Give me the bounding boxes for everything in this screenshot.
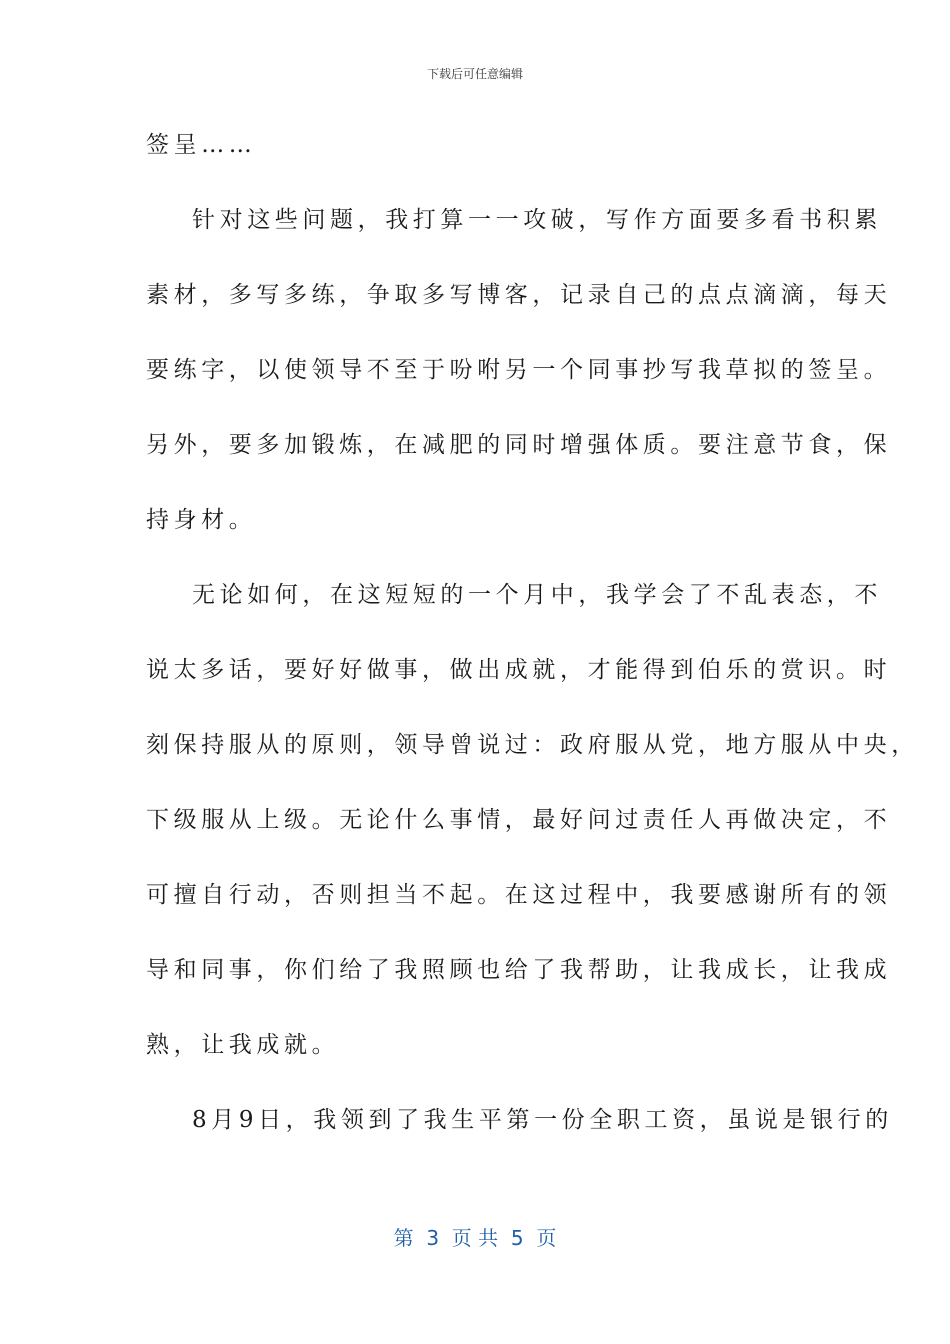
body-line: 说太多话，要好好做事，做出成就，才能得到伯乐的赏识。时 [146, 657, 892, 683]
paragraph-first-line: 8月9日，我领到了我生平第一份全职工资，虽说是银行的 [192, 1107, 893, 1133]
body-line: 下级服从上级。无论什么事情，最好问过责任人再做决定，不 [146, 807, 892, 833]
page-header: 下载后可任意编辑 [426, 67, 523, 81]
body-line: 签呈…… [146, 132, 257, 158]
body-line: 持身材。 [146, 507, 257, 533]
body-line: 熟，让我成就。 [146, 1032, 340, 1058]
page-number-footer: 第 3 页 共 5 页 [393, 1226, 557, 1250]
body-line: 刻保持服从的原则，领导曾说过：政府服从党，地方服从中央， [146, 732, 919, 758]
paragraph-first-line: 针对这些问题，我打算一一攻破，写作方面要多看书积累 [192, 207, 882, 233]
body-line: 素材，多写多练，争取多写博客，记录自己的点点滴滴，每天 [146, 282, 892, 308]
body-line: 要练字，以使领导不至于吩咐另一个同事抄写我草拟的签呈。 [146, 357, 892, 383]
body-line: 可擅自行动，否则担当不起。在这过程中，我要感谢所有的领 [146, 882, 892, 908]
paragraph-first-line: 无论如何，在这短短的一个月中，我学会了不乱表态，不 [192, 582, 882, 608]
body-line: 另外，要多加锻炼，在减肥的同时增强体质。要注意节食，保 [146, 432, 892, 458]
body-line: 导和同事，你们给了我照顾也给了我帮助，让我成长，让我成 [146, 957, 892, 983]
